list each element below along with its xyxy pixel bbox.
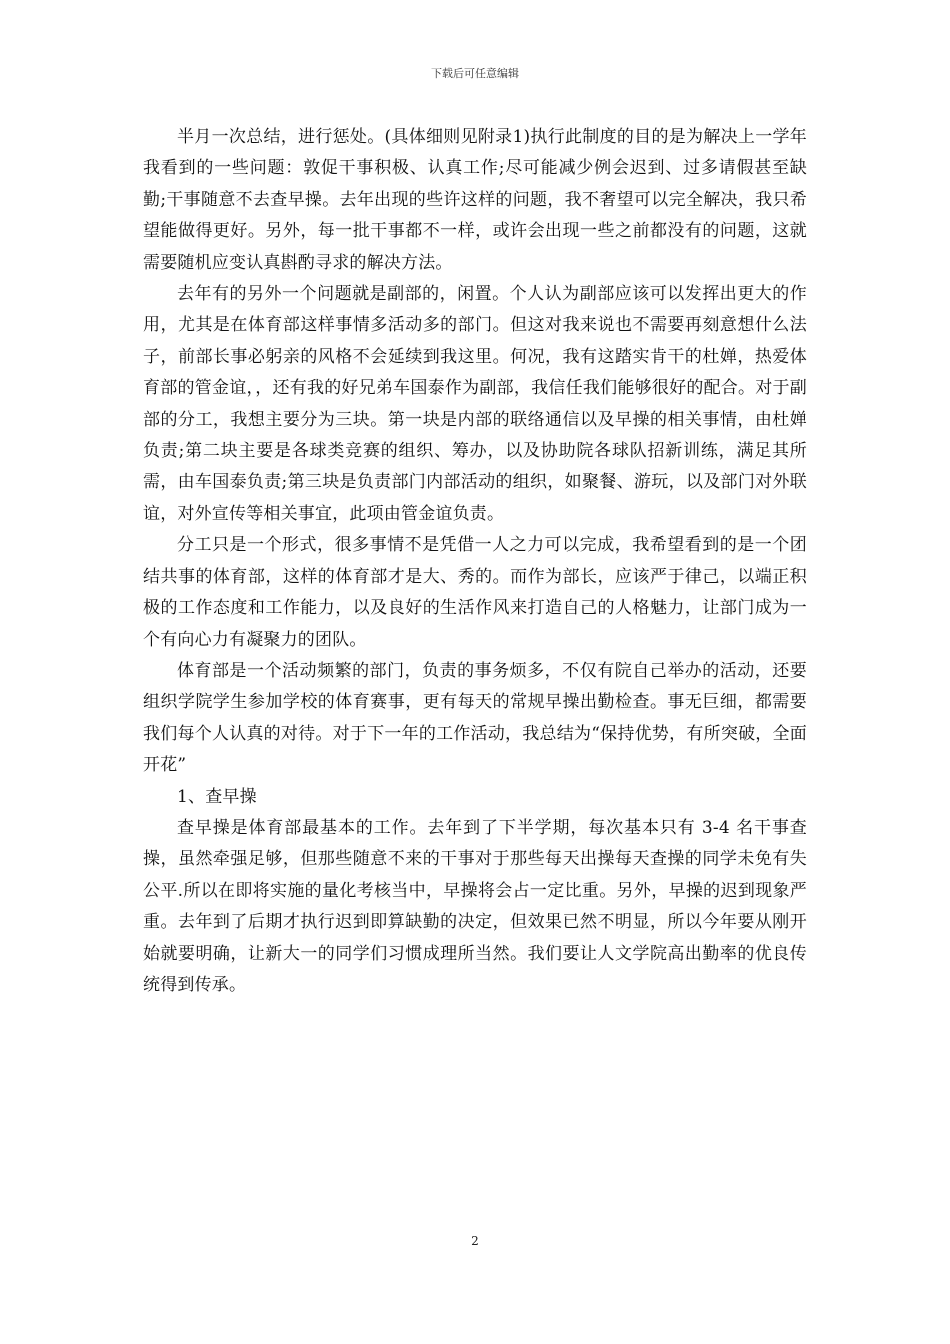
paragraph-deputy-roles: 去年有的另外一个问题就是副部的，闲置。个人认为副部应该可以发挥出更大的作用，尤其是在体育部这样事情多活动多的部门。但这对我来说也不需要再刻意想什么法子，前部长事必躬亲的风格不会延续到我这里。何况，我有这踏实肯干的杜婵，热爱体育部的管金谊，，还有我的好兄弟车国泰作为副部，我信任我们能够很好的配合。对于副部的分工，我想主要分为三块。第一块是内部的联络通信以及早操的相关事情，由杜婵负责;第二块主要是各球类竞赛的组织、筹办，以及协助院各球队招新训练，满足其所需，由车国泰负责;第三块是负责部门内部活动的组织，如聚餐、游玩，以及部门对外联谊，对外宣传等相关事宜，此项由管金谊负责。 bbox=[143, 284, 807, 524]
paragraph-summary-penalty: 半月一次总结，进行惩处。(具体细则见附录1)执行此制度的目的是为解决上一学年我看到的一些问题：敦促干事积极、认真工作;尽可能减少例会迟到、过多请假甚至缺勤;干事随意不去查早操。去年出现的些许这样的问题，我不奢望可以完全解决，我只希望能做得更好。另外，每一批干事都不一样，或许会出现一些之前都没有的问题，这就需要随机应变认真斟酌寻求的解决方法。 bbox=[143, 127, 807, 273]
section-heading-morning-exercise: 1、查早操 bbox=[177, 786, 257, 807]
paragraph-morning-exercise: 查早操是体育部最基本的工作。去年到了下半学期，每次基本只有 3-4 名干事查操，虽然牵强足够，但那些随意不来的干事对于那些每天出操每天查操的同学未免有失公平.所以在即将实施的量化考核当中，早操将会占一定比重。另外，早操的迟到现象严重。去年到了后期才执行迟到即算缺勤的决定，但效果已然不明显，所以今年要从刚开始就要明确，让新大一的同学们习惯成理所当然。我们要让人文学院高出勤率的优良传统得到传承。 bbox=[143, 817, 807, 995]
page-number: 2 bbox=[471, 1234, 479, 1248]
document-body bbox=[143, 122, 807, 1001]
paragraph-teamwork: 分工只是一个形式，很多事情不是凭借一人之力可以完成，我希望看到的是一个团结共事的体育部，这样的体育部才是大、秀的。而作为部长，应该严于律己，以端正积极的工作态度和工作能力，以及良好的生活作风来打造自己的人格魅力，让部门成为一个有向心力有凝聚力的团队。 bbox=[143, 535, 807, 650]
page-header: 下载后可任意编辑 bbox=[431, 67, 519, 80]
paragraph-department-overview: 体育部是一个活动频繁的部门，负责的事务烦多，不仅有院自己举办的活动，还要组织学院学生参加学校的体育赛事，更有每天的常规早操出勤检查。事无巨细，都需要我们每个人认真的对待。对于下一年的工作活动，我总结为“保持优势，有所突破，全面开花” bbox=[143, 660, 807, 776]
